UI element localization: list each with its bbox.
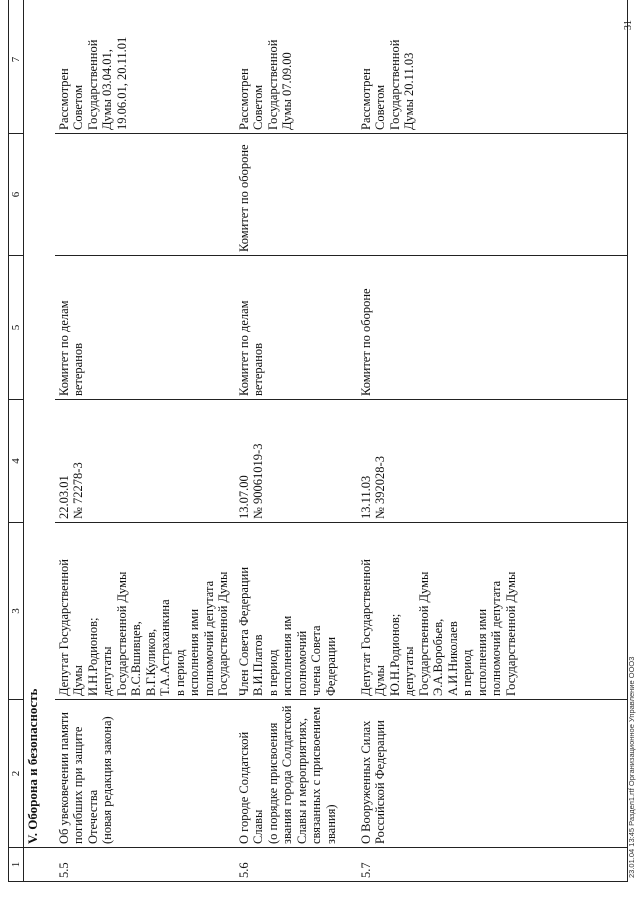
- table-row: [357, 0, 628, 882]
- bill-title: Об увековечении памяти погибших при защите Отечества (новая редакция закона): [55, 700, 235, 848]
- bill-author: Депутат Государственной Думы И.Н.Родионов; депутаты Государственной Думы В.С.Вшивцев, В.Г.Куликов, Т.А.Астраханкина в период исполнения ими полномочий депутата Государственной Думы: [55, 523, 235, 700]
- column-number: 3: [9, 523, 24, 700]
- bill-author: Член Совета Федерации В.И.Платов в период исполнения им полномочий члена Совета Федерации: [235, 523, 357, 700]
- status: Рассмотрен Советом Государственной Думы 07.09.00: [235, 0, 357, 134]
- status: Рассмотрен Советом Государственной Думы 03.04.01, 19.06.01, 20.11.01: [55, 0, 235, 134]
- registration: 13.11.03 № 392028-3: [357, 400, 628, 523]
- co-committee: Комитет по обороне: [235, 134, 357, 256]
- bill-title: О городе Солдатской Славы (о порядке присвоения звания города Солдатской Славы и мероприятиях, связанных с присвоением звания): [235, 700, 357, 848]
- column-number: 6: [9, 134, 24, 256]
- column-number: 4: [9, 400, 24, 523]
- section-title: V. Оборона и безопасность: [24, 0, 55, 848]
- section-row: [24, 0, 55, 882]
- row-number: 5.5: [55, 848, 235, 882]
- lead-committee: Комитет по делам ветеранов: [55, 256, 235, 400]
- lead-committee: Комитет по делам ветеранов: [235, 256, 357, 400]
- column-number-row: [9, 0, 24, 882]
- table-row: [55, 0, 235, 882]
- registration: 13.07.00 № 90061019-3: [235, 400, 357, 523]
- co-committee: [357, 134, 628, 256]
- table-row: [235, 0, 357, 882]
- legislation-table: [8, 0, 628, 882]
- bill-title: О Вооруженных Силах Российской Федерации: [357, 700, 628, 848]
- column-number: 1: [9, 848, 24, 882]
- row-number: 5.6: [235, 848, 357, 882]
- file-footer: 23.01.04 13:45 Раздел1.rtf Организационное Управление ООО3: [627, 656, 636, 878]
- bill-author: Депутат Государственной Думы Ю.Н.Родионов; депутаты Государственной Думы Э.А.Воробьев, А.И.Николаев в период исполнения ими полномочий депутата Государственной Думы: [357, 523, 628, 700]
- column-number: 7: [9, 0, 24, 134]
- lead-committee: Комитет по обороне: [357, 256, 628, 400]
- status: Рассмотрен Советом Государственной Думы 20.11.03: [357, 0, 628, 134]
- registration: 22.03.01 № 72278-3: [55, 400, 235, 523]
- column-number: 5: [9, 256, 24, 400]
- column-number: 2: [9, 700, 24, 848]
- co-committee: [55, 134, 235, 256]
- row-number: 5.7: [357, 848, 628, 882]
- page-number: 31: [623, 20, 634, 30]
